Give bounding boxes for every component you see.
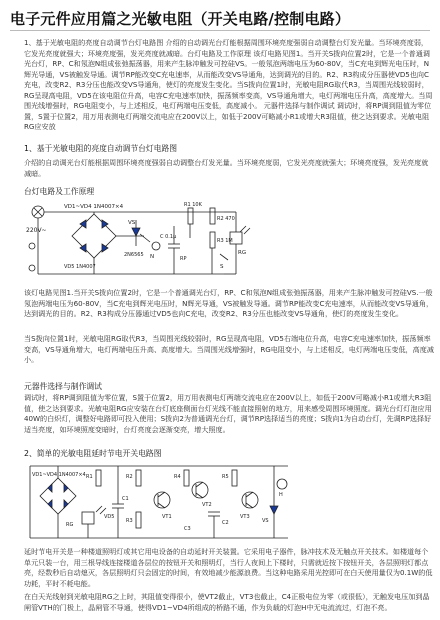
fig2-label-c3: C3 (184, 526, 191, 532)
fig2-label-vt3: VT3 (240, 514, 250, 520)
section2-paragraph-2: 在白天光线射到光敏电阻RG之上时，其阻值变得很小，使VT2截止，VT3也截止，C4正极电位为零（或很低），无触发电压加到晶闸管VTH的门极上，晶闸管不导通，使得VD1~VD4所组成的桥路不通，作为负载的灯泡H中无电流流过，灯泡不亮。 (24, 592, 430, 612)
fig2-label-h: H (279, 492, 283, 498)
section1-paragraph-3: 当S拨向位置1时，光敏电阻RG取代R3，当周围光线较弱时，RG呈现高电阻，VD5右端电位升高，电容C充电速率加快，振荡频率变高，VS导通角增大，电灯两端电压升高、高度增大。当周围光线增强时，RG电阻变小，与上述相反，电灯两端电压变低，高度减小。 (24, 334, 434, 364)
fig1-label-rg: RG (238, 250, 247, 256)
fig2-label-r4: R4 (174, 474, 181, 480)
section2-heading: 2、简单的光敏电阻延时节电开关电路图 (24, 449, 162, 458)
fig2-label-c1: C1 (122, 496, 129, 502)
fig1-label-diodes: VD1~VD4 1N4007×4 (64, 204, 124, 210)
fig1-label-r3: R3 1M (217, 238, 233, 244)
fig2-label-vd5: VD5 (104, 514, 115, 520)
fig1-label-c: C 0.1μ (160, 234, 177, 240)
fig2-label-r2: R2 (126, 474, 133, 480)
fig1-label-vs: VS (128, 220, 136, 226)
fig2-label-vt1: VT1 (162, 514, 172, 520)
fig1-label-voltage: 220V~ (26, 227, 47, 234)
figure-1-circuit (24, 198, 254, 286)
section1-subheading: 台灯电路及工作原理 (24, 187, 95, 196)
fig2-label-vd1: VD1~VD4 1N4007×4 (32, 472, 86, 478)
fig2-label-vt2: VT2 (202, 502, 212, 508)
page-title: 电子元件应用篇之光敏电阻（开关电路/控制电路） (10, 10, 351, 28)
fig2-label-vs: VS (262, 518, 269, 524)
fig2-label-r1: R1 (86, 474, 93, 480)
fig2-label-rg: RG (66, 522, 74, 528)
intro-paragraph: 1、基于光敏电阻的亮度自动调节台灯电路图 介绍的自动调光台灯能根据周围环境亮度强弱自动调整台灯发光量。当环境亮度弱，它发光亮度就强大；环境亮度强，发光亮度就减暗。台灯电路及工作原理 该灯电路见图1。当开关S拨向位置2时，它是一个普通调光台灯，RP、C和氖泡N组成张弛振荡器，用来产生脉冲触发可控硅VS。一般氖泡两端电压为60-80V，当C充电到辉光电压时，N辉光导通，VS被触发导通。调节RP能改变C充电速率，从而能改变VS导通角，达到调光的目的。R2、R3构成分压器使VD5也向C充电，改变R2、R3分压也能改变VS导通角，使灯的亮度发生变化。当S拨向位置1时，光敏电阻RG取代R3，当周围光线较弱时，RG呈现高电阻，VD5在该电阻位升高，电容C充电速率加快，振荡频率变高，VS导通角增大，电灯两端电压升高，高度增大。当周围光线增强时，RG电阻变小，与上述相反，电灯两端电压变低，高度减小。 元器件选择与制作调试 调试时，将RP调到阻值为零位置，S置于位置2，用万用表测电灯两端交流电应在200V以上，如低于200V可略减小R1或增大R3阻值，使之达到要求。光敏电阻RG应安放 (24, 38, 433, 131)
section1-heading: 1、基于光敏电阻的亮度自动调节台灯电路图 (24, 144, 178, 153)
fig1-label-scr: 2N6565 (124, 252, 144, 258)
section1-paragraph-1: 介绍的自动调光台灯能根据周围环境亮度强弱自动调整台灯发光量。当环境亮度弱，它发光亮度就强大；环境亮度强，发光亮度就减暗。 (24, 158, 429, 178)
fig1-label-r1: R1 10K (184, 202, 202, 208)
section2-paragraph-1: 延时节电开关是一种楼道照明灯或其它用电设备的自动延时开关装置。它采用电子器件，脉冲技术及无触点开关技术。如楼道每个单元只装一台，用三根导线连接楼道各层位的按钮开关和照明灯，当行人夜间上下楼时，只需就近按下按钮开关，各层照明灯都点亮，经数秒后自动熄灭，各层照明灯只会固定的时间，有效地减少能源浪费。当这种电路采用光控即可在白天使用量仅为0.1W的低功耗，平时不耗电能。 (24, 547, 433, 588)
fig1-label-rp: RP (180, 256, 187, 262)
title-divider (10, 30, 430, 31)
fig1-label-s: S (220, 264, 224, 270)
fig2-label-r5: R5 (222, 474, 229, 480)
fig1-label-r2: R2 470 (217, 216, 235, 222)
fig1-label-n: N (150, 254, 155, 260)
fig2-label-c2: C2 (222, 520, 229, 526)
section1-paragraph-4: 调试时，将RP调到阻值为零位置，S置于位置2，用万用表测电灯两端交流电应在200V以上，如低于200V可略减小R1或增大R3阻值，使之达到要求。光敏电阻RG应安装在台灯底座侧面台灯光线不能直接照射的地方，用来感受周围环境照度。调光台灯灯泡应用40W的白炽灯，调整好电路即可投入使用；S拨向2为普通调光台灯，调节RP选择适当的亮度；S拨向1为自动台灯，先调RP选择好适当亮度，如环境照度变暗时，台灯亮度会逐渐变亮，增大照度。 (24, 393, 432, 434)
section1-subheading-2: 元器件选择与制作调试 (24, 382, 102, 391)
fig1-label-vd5: VD5 1N4007 (64, 264, 96, 270)
figure-2-circuit (24, 460, 294, 544)
fig2-label-r3: R3 (126, 518, 133, 524)
section1-paragraph-2: 该灯电路见图1.当开关S拨向位置2时，它是一个普通调光台灯，RP、C和氖泡N组成张弛振荡器，用来产生脉冲触发可控硅VS.一般氖泡两端电压为60-80V，当C充电到辉光电压时，N辉光导通，VS被触发导通。调节RP能改变C充电速率，从而能改变VS导通角，达到调光的目的。R2、R3构成分压器通过VD5也向C充电，改变R2、R3分压也能改变VS导通角，使灯的亮度发生变化。 (24, 288, 434, 318)
